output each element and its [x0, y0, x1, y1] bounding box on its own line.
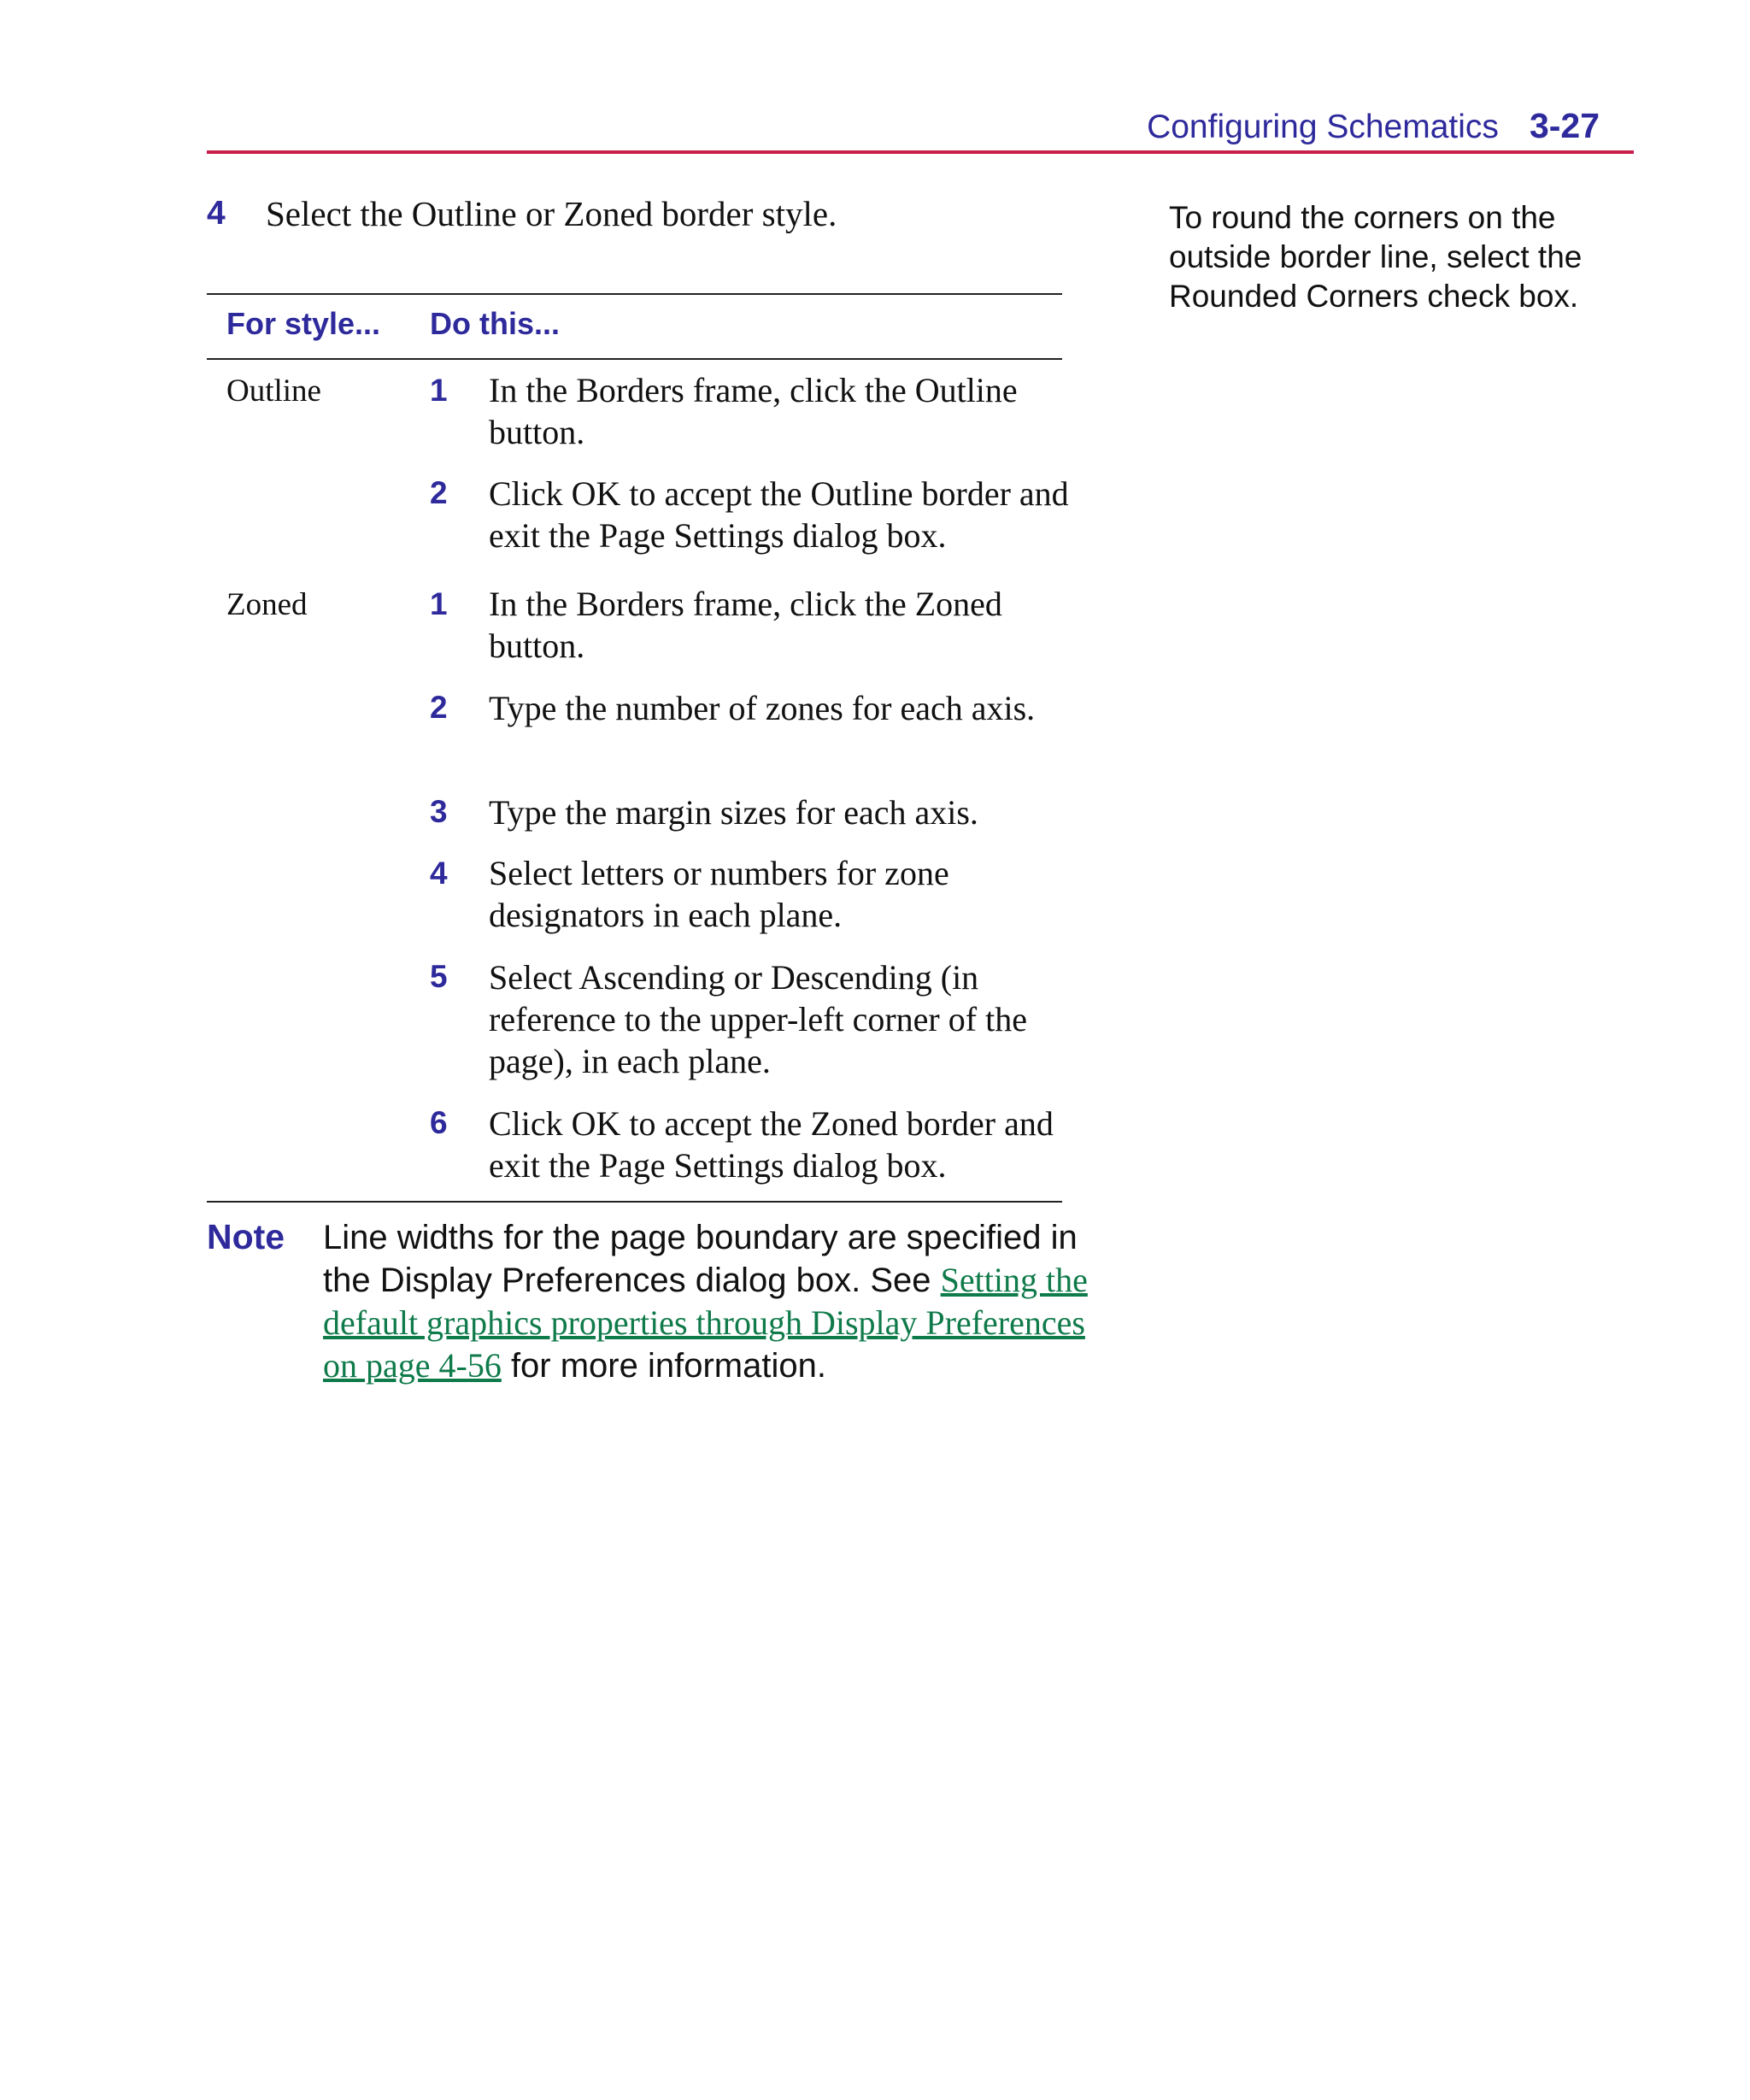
table-header-action: Do this...: [430, 306, 560, 341]
zoned-step-number: 2: [430, 690, 448, 725]
running-header: [1147, 106, 1600, 146]
outline-step-number: 2: [430, 475, 448, 510]
note-text: [323, 1217, 1109, 1387]
side-note: To round the corners on the outside border line, select the Rounded Corners check box.: [1169, 200, 1583, 314]
outline-step-text: In the Borders frame, click the Outline button.: [489, 371, 1018, 451]
zoned-step-text: In the Borders frame, click the Zoned button.: [489, 585, 1002, 665]
style-zoned: Zoned: [226, 587, 308, 622]
zoned-step-number: 4: [430, 856, 448, 891]
header-page-number: 3-27: [1529, 106, 1600, 145]
zoned-step-text: Type the margin sizes for each axis.: [489, 793, 978, 832]
note-text-before: Line widths for the page boundary are specified in the Display Preferences dialog box. See: [323, 1219, 1078, 1299]
step-number: 4: [207, 195, 226, 232]
note-label: Note: [207, 1217, 285, 1256]
note-text-after: for more information.: [501, 1347, 826, 1385]
zoned-step-number: 6: [430, 1105, 448, 1140]
zoned-step-number: 3: [430, 794, 448, 829]
table-header-style: For style...: [226, 306, 381, 341]
zoned-step-number: 5: [430, 959, 448, 994]
step-text: Select the Outline or Zoned border style.: [266, 194, 837, 233]
table-top-rule: [207, 293, 1062, 295]
zoned-step-number: 1: [430, 586, 448, 621]
table-bottom-rule: [207, 1201, 1062, 1203]
header-rule: [207, 150, 1634, 154]
zoned-step-text: Click OK to accept the Zoned border and exit the Page Settings dialog box.: [489, 1104, 1054, 1185]
zoned-step-text: Type the number of zones for each axis.: [489, 689, 1036, 727]
table-header-rule: [207, 358, 1062, 360]
zoned-step-text: Select letters or numbers for zone designators in each plane.: [489, 854, 949, 934]
outline-step-text: Click OK to accept the Outline border and exit the Page Settings dialog box.: [489, 474, 1069, 555]
outline-step-number: 1: [430, 373, 448, 408]
cross-reference-link[interactable]: Setting the default graphics properties through Display Preferences on page 4-56: [323, 1261, 1088, 1385]
header-section-title: Configuring Schematics: [1147, 109, 1499, 145]
zoned-step-text: Select Ascending or Descending (in reference to the upper-left corner of the page), in each plane.: [489, 958, 1027, 1080]
style-outline: Outline: [226, 374, 321, 409]
